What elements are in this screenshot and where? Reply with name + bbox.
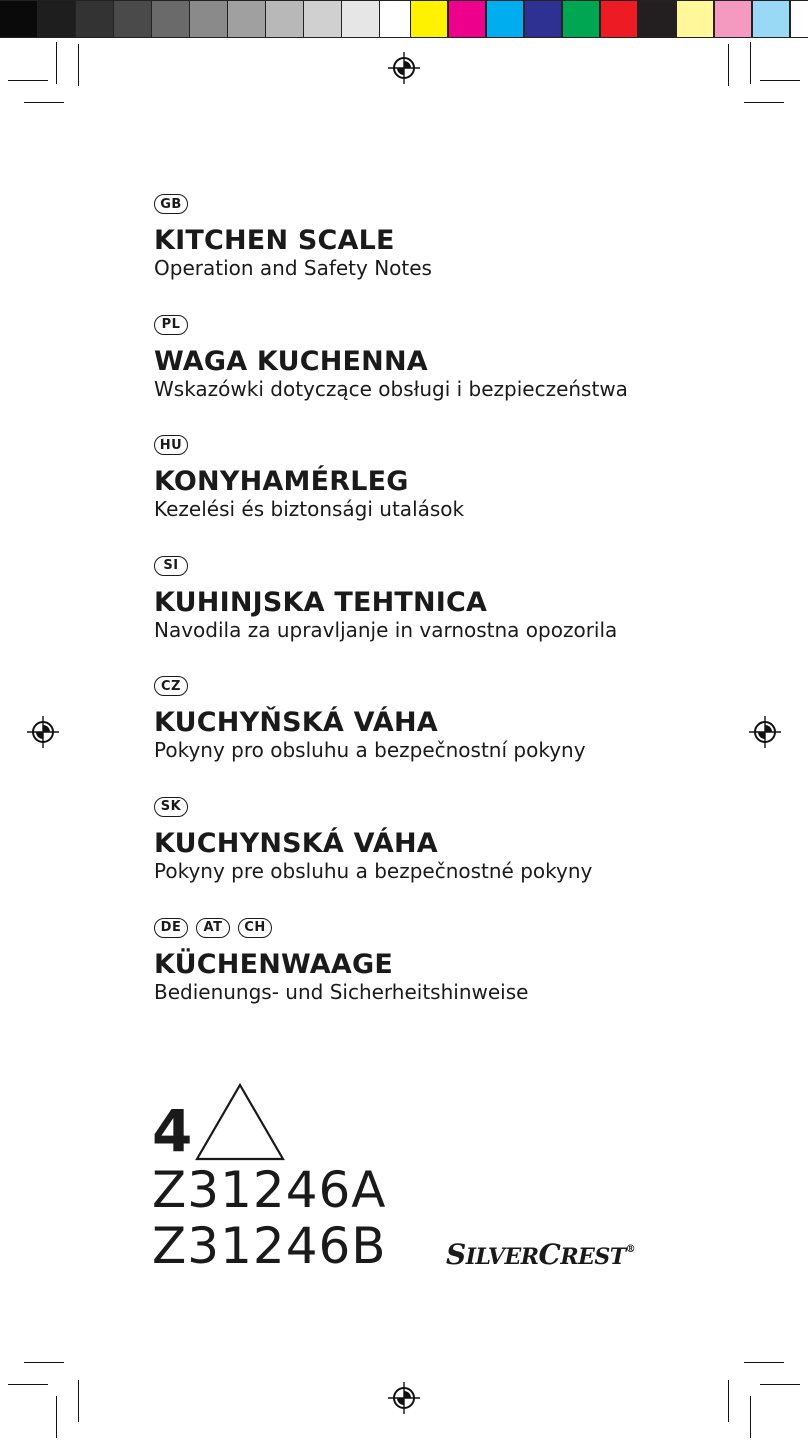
- model-number: Z31246A: [152, 1161, 387, 1219]
- gray-swatch: [342, 0, 380, 38]
- color-swatch: [486, 0, 524, 38]
- color-calibration-bar: [410, 0, 808, 40]
- color-swatch: [600, 0, 638, 38]
- model-number: Z31246B: [152, 1217, 387, 1275]
- crop-mark: [78, 44, 79, 86]
- gray-swatch: [152, 0, 190, 38]
- registration-mark-icon: [388, 1382, 420, 1414]
- section-title: KUCHYŇSKÁ VÁHA: [154, 707, 438, 739]
- brand-letter: C: [538, 1238, 561, 1271]
- section-si: [154, 556, 734, 677]
- crop-mark: [744, 1362, 784, 1363]
- language-badge: AT: [196, 918, 230, 938]
- crop-mark: [750, 42, 751, 84]
- section-subtitle: Wskazówki dotyczące obsługi i bezpieczeństwa: [154, 376, 628, 401]
- gray-swatch: [38, 0, 76, 38]
- crop-mark: [744, 102, 784, 103]
- color-swatch: [676, 0, 714, 38]
- language-badge: SK: [154, 797, 188, 817]
- section-gb: [154, 194, 734, 315]
- language-badges: [154, 918, 734, 940]
- color-swatch: [524, 0, 562, 38]
- section-subtitle: Kezelési és biztonsági utalások: [154, 497, 465, 522]
- section-subtitle: Navodila za upravljanje in varnostna opozorila: [154, 617, 618, 642]
- color-swatch: [410, 0, 448, 38]
- color-swatch: [714, 0, 752, 38]
- silvercrest-logo: [446, 1238, 635, 1271]
- section-de-at-ch: [154, 918, 734, 1039]
- section-hu: [154, 435, 734, 556]
- color-swatch: [752, 0, 790, 38]
- crop-mark: [728, 44, 729, 86]
- section-title: KÜCHENWAAGE: [154, 948, 393, 980]
- language-badges: [154, 676, 734, 698]
- grayscale-calibration-bar: [0, 0, 418, 40]
- registration-mark-icon: [388, 52, 420, 84]
- color-swatch: [562, 0, 600, 38]
- warning-number: 4: [152, 1097, 193, 1165]
- language-badge: SI: [154, 556, 188, 576]
- gray-swatch: [114, 0, 152, 38]
- color-swatch: [638, 0, 676, 38]
- crop-mark: [760, 1384, 800, 1385]
- language-badges: [154, 435, 734, 457]
- section-title: KUCHYNSKÁ VÁHA: [154, 827, 438, 859]
- warning-row: [152, 1080, 387, 1165]
- section-title: KONYHAMÉRLEG: [154, 466, 409, 498]
- warning-triangle-icon: [194, 1082, 286, 1162]
- section-subtitle: Bedienungs- und Sicherheitshinweise: [154, 979, 529, 1004]
- crop-mark: [8, 80, 48, 81]
- language-badges: [154, 556, 734, 578]
- section-title: KITCHEN SCALE: [154, 225, 395, 256]
- section-pl: [154, 315, 734, 436]
- brand-letter: S: [446, 1238, 466, 1271]
- language-badge: DE: [154, 918, 188, 938]
- gray-swatch: [190, 0, 228, 38]
- model-info: [152, 1080, 387, 1274]
- section-subtitle: Operation and Safety Notes: [154, 256, 432, 280]
- language-badges: [154, 315, 734, 337]
- crop-mark: [24, 1362, 64, 1363]
- crop-mark: [760, 80, 800, 81]
- language-badge: PL: [154, 315, 188, 335]
- section-sk: [154, 797, 734, 918]
- language-badge: GB: [154, 194, 188, 214]
- section-subtitle: Pokyny pre obsluhu a bezpečnostné pokyny: [154, 858, 593, 883]
- gray-swatch: [0, 0, 38, 38]
- section-cz: [154, 676, 734, 797]
- section-title: WAGA KUCHENNA: [154, 345, 428, 377]
- registration-mark-icon: [27, 716, 59, 748]
- brand-letters: REST: [560, 1244, 626, 1270]
- color-swatch: [448, 0, 486, 38]
- gray-swatch: [266, 0, 304, 38]
- crop-mark: [728, 1380, 729, 1422]
- section-title: KUHINJSKA TEHTNICA: [154, 586, 488, 618]
- language-badges: [154, 194, 734, 216]
- crop-mark: [56, 42, 57, 84]
- language-badge: HU: [154, 435, 188, 455]
- gray-swatch: [76, 0, 114, 38]
- language-badge: CH: [238, 918, 272, 938]
- crop-mark: [750, 1396, 751, 1438]
- gray-swatch: [228, 0, 266, 38]
- crop-mark: [8, 1384, 48, 1385]
- gray-swatch: [304, 0, 342, 38]
- language-list: [154, 194, 734, 1038]
- registered-mark: ®: [625, 1244, 636, 1255]
- language-badges: [154, 797, 734, 819]
- section-subtitle: Pokyny pro obsluhu a bezpečnostní pokyny: [154, 738, 586, 763]
- registration-mark-icon: [749, 716, 781, 748]
- color-swatch: [790, 0, 808, 38]
- brand-letters: ILVER: [465, 1244, 539, 1270]
- crop-mark: [24, 102, 64, 103]
- crop-mark: [78, 1380, 79, 1422]
- language-badge: CZ: [154, 676, 188, 696]
- crop-mark: [56, 1396, 57, 1438]
